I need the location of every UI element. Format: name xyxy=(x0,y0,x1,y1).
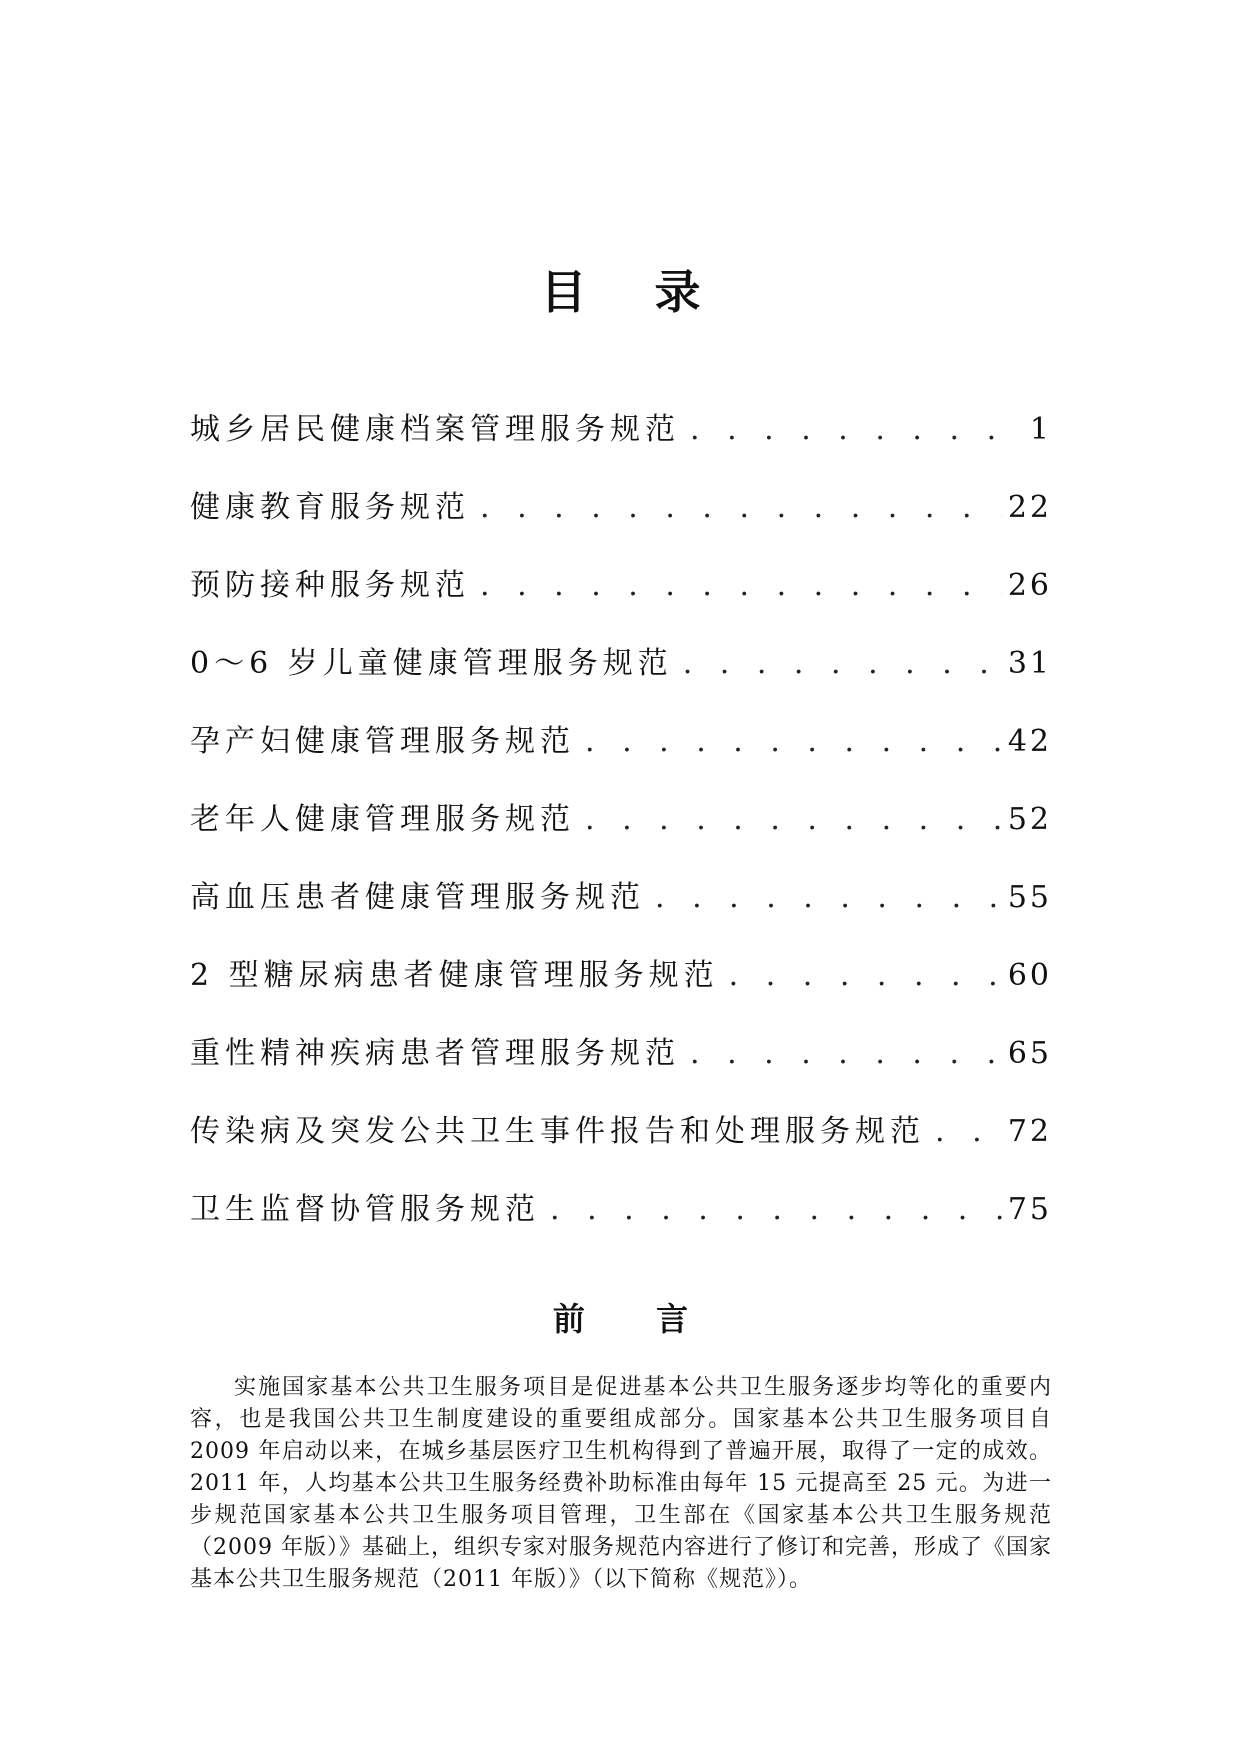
toc-entry-page: 72 xyxy=(1007,1114,1052,1149)
toc-entry[interactable] xyxy=(190,1190,1052,1268)
toc-title: 目 录 xyxy=(540,265,727,319)
toc-entry-page: 52 xyxy=(1007,802,1052,837)
toc-entry[interactable] xyxy=(190,956,1052,1034)
toc-dot-leader xyxy=(480,488,1002,528)
toc-entry[interactable] xyxy=(190,1112,1052,1190)
toc-entry[interactable] xyxy=(190,722,1052,800)
toc-entry-page: 26 xyxy=(1007,568,1052,603)
toc-entry-page: 31 xyxy=(1007,646,1052,681)
toc-entry-label: 预防接种服务规范 xyxy=(190,568,470,603)
toc-entry-page: 22 xyxy=(1007,490,1052,525)
toc-dot-leader xyxy=(935,1112,1002,1152)
toc-entry-label: 孕产妇健康管理服务规范 xyxy=(190,724,575,759)
toc-dot-leader xyxy=(683,644,1002,684)
toc-entry-label: 高血压患者健康管理服务规范 xyxy=(190,880,645,915)
toc-dot-leader xyxy=(690,410,1024,450)
toc-dot-leader xyxy=(585,800,1002,840)
toc-entry-page: 65 xyxy=(1007,1036,1052,1071)
toc-dot-leader xyxy=(690,1034,1002,1074)
toc-dot-leader xyxy=(729,956,1002,996)
toc-entry-label: 重性精神疾病患者管理服务规范 xyxy=(190,1036,680,1071)
toc-entry-label: 卫生监督协管服务规范 xyxy=(190,1192,540,1227)
toc-entry-page: 60 xyxy=(1007,958,1052,993)
toc-entry-label: 2 型糖尿病患者健康管理服务规范 xyxy=(190,958,719,993)
toc-entry[interactable] xyxy=(190,800,1052,878)
toc-entry[interactable] xyxy=(190,488,1052,566)
toc-entry[interactable] xyxy=(190,566,1052,644)
toc-entry-page: 75 xyxy=(1007,1192,1052,1227)
toc-entry[interactable] xyxy=(190,878,1052,956)
toc-entry-label: 老年人健康管理服务规范 xyxy=(190,802,575,837)
toc-dot-leader xyxy=(655,878,1002,918)
toc-dot-leader xyxy=(550,1190,1002,1230)
toc-entry-page: 42 xyxy=(1007,724,1052,759)
toc-entry-page: 55 xyxy=(1007,880,1052,915)
toc-entry-label: 健康教育服务规范 xyxy=(190,490,470,525)
toc-entry-label: 传染病及突发公共卫生事件报告和处理服务规范 xyxy=(190,1114,925,1149)
toc-entry[interactable] xyxy=(190,644,1052,722)
toc-entry-label: 0～6 岁儿童健康管理服务规范 xyxy=(190,646,673,681)
toc-dot-leader xyxy=(585,722,1002,762)
toc-entry[interactable] xyxy=(190,410,1052,488)
preface-title: 前 言 xyxy=(552,1300,719,1338)
preface-paragraph: 实施国家基本公共卫生服务项目是促进基本公共卫生服务逐步均等化的重要内容，也是我国公共卫生制度建设的重要组成部分。国家基本公共卫生服务项目自 2009 年启动以来，在城乡基层医疗卫生机构得到了普遍开展，取得了一定的成效。2011 年，人均基本公共卫生服务经费补助标准由每年 15 元提高至 25 元。为进一步规范国家基本公共卫生服务项目管理，卫生部在《国家基本公共卫生服务规范（2009 年版）》基础上，组织专家对服务规范内容进行了修订和完善，形成了《国家基本公共卫生服务规范（2011 年版）》（以下简称《规范》）。 xyxy=(190,1375,1052,1592)
toc-entry-label: 城乡居民健康档案管理服务规范 xyxy=(190,412,680,447)
toc-entry-page: 1 xyxy=(1029,412,1052,447)
table-of-contents xyxy=(190,410,1052,1268)
toc-entry[interactable] xyxy=(190,1034,1052,1112)
toc-dot-leader xyxy=(480,566,1002,606)
